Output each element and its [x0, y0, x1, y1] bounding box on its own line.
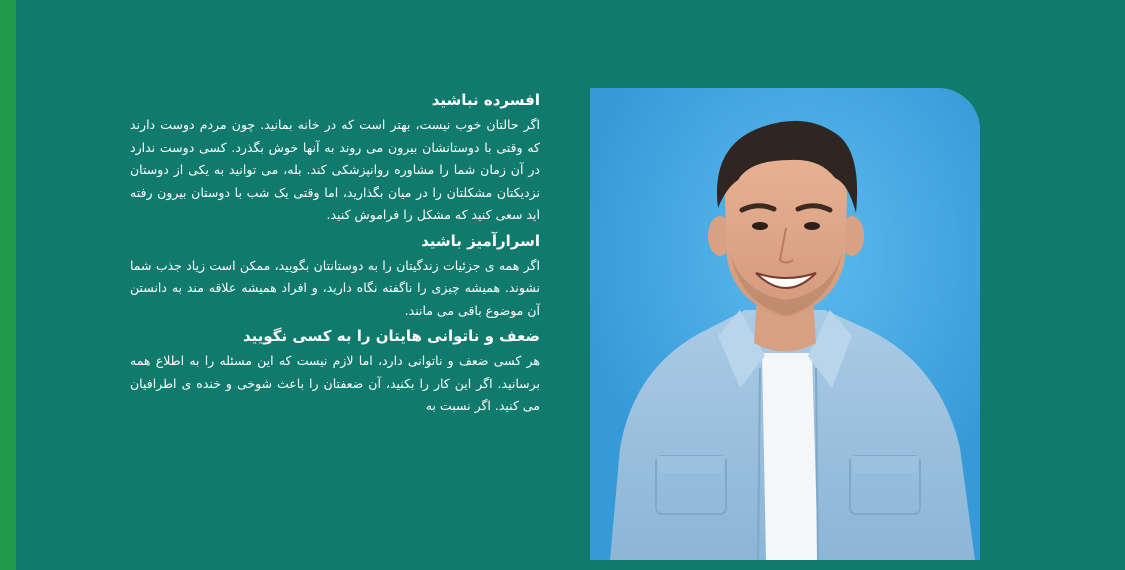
section-heading-1: افسرده نباشید [431, 91, 540, 109]
left-accent-stripe [0, 0, 16, 570]
section-body-1: اگر حالتان خوب نیست، بهتر است که در خانه بمانید. چون مردم دوست دارند که وقتی با دوستانشان بیرون می روند به آنها خوش بگذرد. کسی دوست ندارد در آن زمان شما را مشاوره روانپزشکی کند. بله، می توانید به یکی از دوستان نزدیکتان مشکلتان را در میان بگذارید، اما وقتی یک شب با دوستان بیرون رفته اید سعی کنید که مشکل را فراموش کنید. [130, 117, 540, 222]
portrait-photo [590, 88, 980, 560]
article-text [130, 88, 540, 420]
section-body-2: اگر همه ی جزئیات زندگیتان را به دوستانتان بگویید، ممکن است زیاد جذب شما نشوند. همیشه چیزی را ناگفته نگاه دارید، و افراد همیشه علاقه مند به دانستن آن موضوع باقی می مانند. [130, 257, 540, 318]
section-heading-3: ضعف و ناتوانی هایتان را به کسی نگویید [242, 327, 540, 345]
section-body-3: هر کسی ضعف و ناتوانی دارد، اما لازم نیست که این مسئله را به اطلاع همه برسانید. اگر این کار را بکنید، آن ضعفتان را باعث شوخی و خنده ی اطرافیان می کنید. اگر نسبت به [130, 353, 540, 413]
section-heading-2: اسرارآمیز باشید [421, 231, 540, 250]
